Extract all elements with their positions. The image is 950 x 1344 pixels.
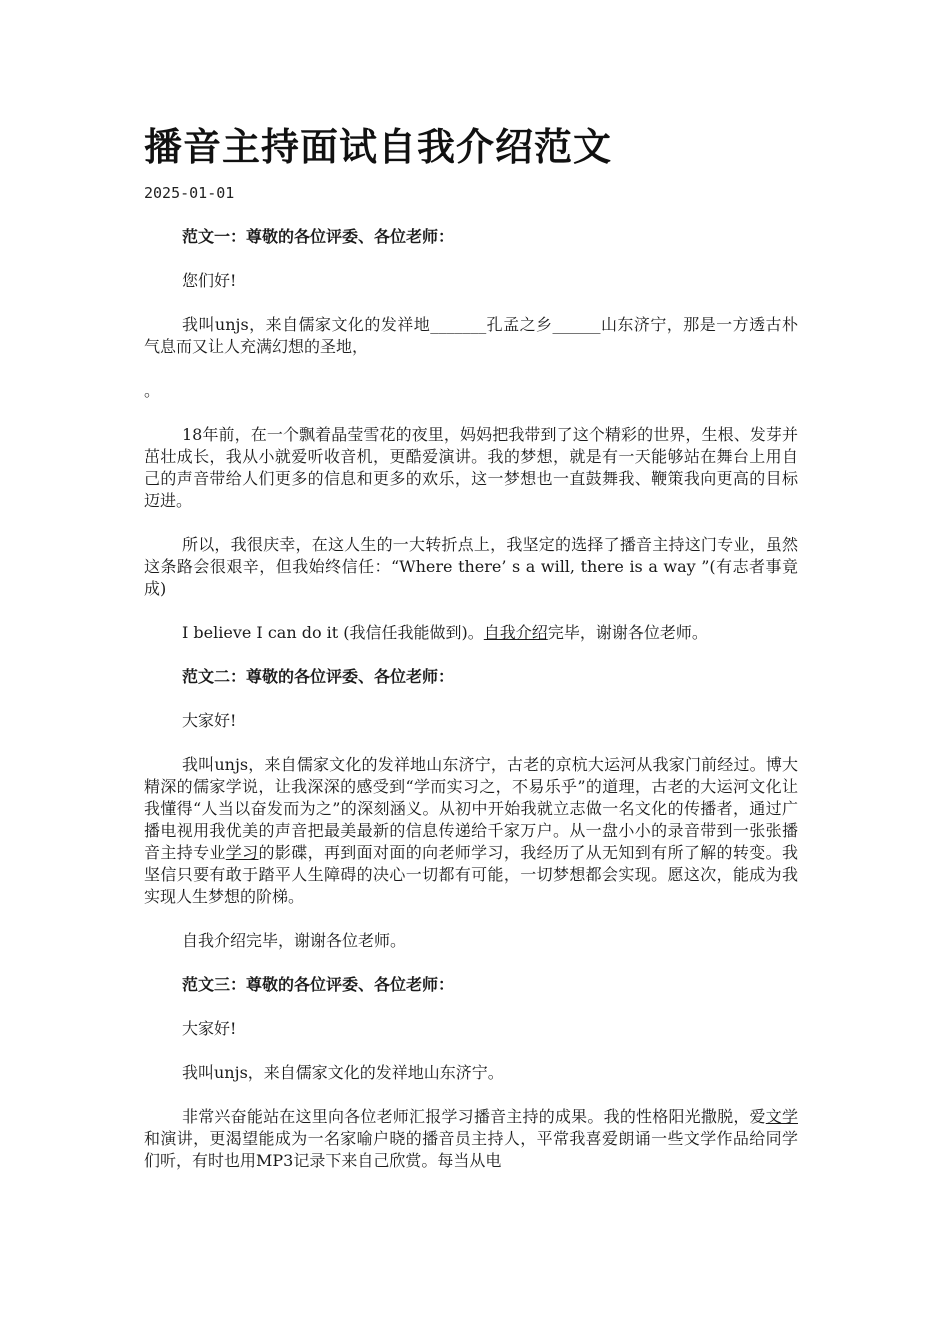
- section-3-paragraph-1: 我叫unjs，来自儒家文化的发祥地山东济宁。: [182, 1063, 504, 1082]
- section-1-paragraph-2: 18年前，在一个飘着晶莹雪花的夜里，妈妈把我带到了这个精彩的世界，生根、发芽并茁壮成长，我从小就爱听收音机，更酷爱演讲。我的梦想，就是有一天能够站在舞台上用自己的声音带给人们更多的信息和更多的欢乐，这一梦想也一直鼓舞我、鞭策我向更高的目标迈进。: [144, 425, 798, 510]
- section-2-paragraph-1: [144, 754, 798, 908]
- page-title: 播音主持面试自我介绍范文: [144, 124, 613, 169]
- section-3-heading: 范文三：尊敬的各位评委、各位老师：: [182, 975, 455, 994]
- section-3-greeting: 大家好!: [182, 1019, 237, 1038]
- section-1-greeting: 您们好!: [182, 271, 237, 290]
- section-2-greeting: 大家好!: [182, 711, 237, 730]
- section-1-paragraph-1: 我叫unjs，来自儒家文化的发祥地_______孔孟之乡______山东济宁，那是一方透古朴气息而又让人充满幻想的圣地，: [144, 315, 798, 356]
- section-1-paragraph-3: 所以，我很庆幸，在这人生的一大转折点上，我坚定的选择了播音主持这门专业，虽然这条路会很艰辛，但我始终信任：“Where there’ s a will, there is a way ”(有志者事竟成): [144, 535, 798, 598]
- section-1-paragraph-4-text-before: I believe I can do it (我信任我能做到)。: [182, 623, 484, 642]
- section-3-paragraph-2-text-before: 非常兴奋能站在这里向各位老师汇报学习播音主持的成果。我的性格阳光撒脱，爱: [182, 1107, 766, 1126]
- section-2-paragraph-1-text-before: 我叫unjs，来自儒家文化的发祥地山东济宁，古老的京杭大运河从我家门前经过。博大精深的儒家学说，让我深深的感受到“学而实习之，不易乐乎”的道理，古老的大运河文化让我懂得“人当以奋发而为之”的深刻涵义。从初中开始我就立志做一名文化的传播者，通过广播电视用我优美的声音把最美最新的信息传递给千家万户。从一盘小小的录音带到一张张播音主持专业: [144, 755, 798, 862]
- section-1-paragraph-1-end: 。: [144, 381, 161, 400]
- article-body: [144, 226, 798, 1194]
- literature-link[interactable]: 文学: [765, 1107, 798, 1126]
- self-intro-link[interactable]: 自我介绍: [483, 623, 548, 642]
- section-1-paragraph-4: [144, 622, 798, 644]
- section-2-paragraph-2: 自我介绍完毕，谢谢各位老师。: [182, 931, 407, 950]
- section-1-paragraph-4-text-after: 完毕，谢谢各位老师。: [547, 623, 708, 642]
- section-2-paragraph-1-text-after: 的影碟，再到面对面的向老师学习，我经历了从无知到有所了解的转变。我坚信只要有敢于踏平人生障碍的决心一切都有可能，一切梦想都会实现。愿这次，能成为我实现人生梦想的阶梯。: [144, 843, 798, 906]
- section-2-heading: 范文二：尊敬的各位评委、各位老师：: [182, 667, 455, 686]
- study-link[interactable]: 学习: [225, 843, 259, 862]
- publish-date: 2025-01-01: [144, 184, 235, 202]
- section-3-paragraph-2-text-after: 和演讲，更渴望能成为一名家喻户晓的播音员主持人，平常我喜爱朗诵一些文学作品给同学们听，有时也用MP3记录下来自己欣赏。每当从电: [144, 1129, 798, 1170]
- section-1-heading: 范文一：尊敬的各位评委、各位老师：: [182, 227, 455, 246]
- section-3-paragraph-2: [144, 1106, 798, 1172]
